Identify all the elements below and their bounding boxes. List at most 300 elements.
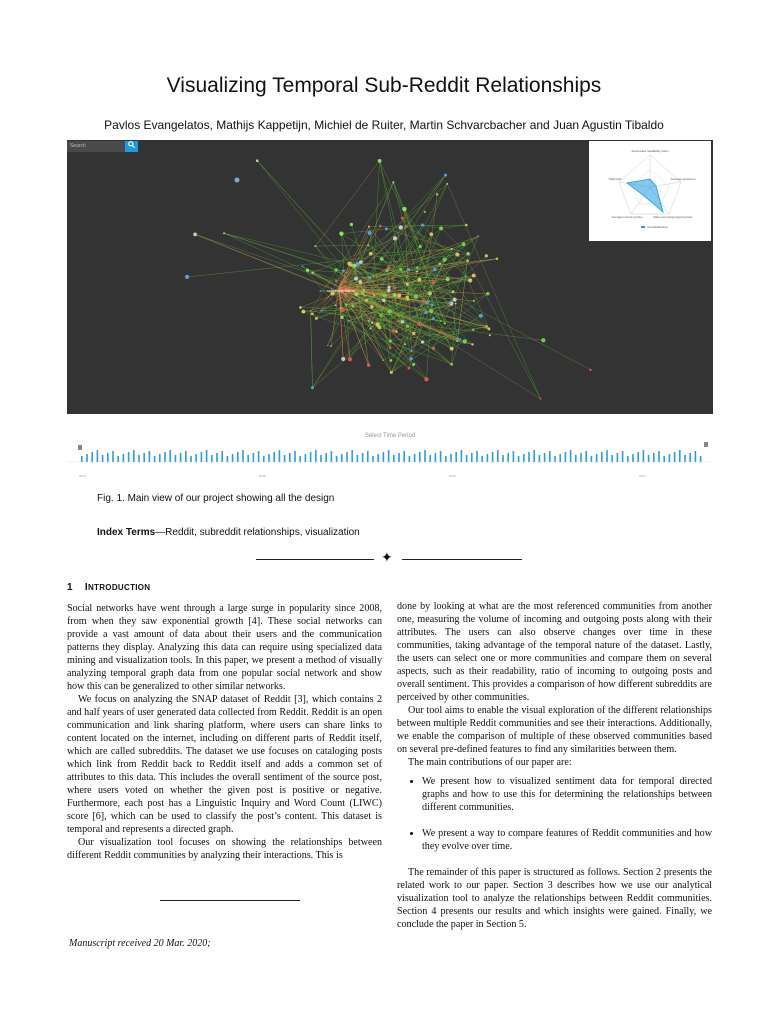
timeline-tick[interactable] (86, 454, 88, 462)
graph-node[interactable] (363, 289, 365, 291)
graph-node[interactable] (359, 280, 363, 284)
timeline-tick[interactable] (383, 452, 385, 462)
graph-node[interactable] (408, 367, 411, 370)
timeline-tick[interactable] (201, 452, 203, 462)
timeline-tick[interactable] (518, 456, 520, 462)
graph-node[interactable] (382, 299, 385, 302)
timeline-tick[interactable] (117, 456, 119, 462)
timeline-tick[interactable] (206, 450, 208, 462)
graph-node[interactable] (348, 357, 352, 361)
timeline-tick[interactable] (351, 450, 353, 462)
radar-legend-label[interactable]: subredditdrama (647, 225, 668, 229)
graph-node[interactable] (405, 296, 408, 299)
graph-node[interactable] (414, 294, 418, 298)
graph-node[interactable] (410, 350, 412, 352)
graph-edge (224, 233, 349, 263)
timeline-tick[interactable] (341, 454, 343, 462)
graph-node[interactable] (443, 258, 447, 262)
graph-node[interactable] (356, 262, 360, 266)
timeline-tick[interactable] (123, 454, 125, 462)
graph-node[interactable] (485, 254, 488, 257)
graph-node[interactable] (424, 377, 428, 381)
list-item: • We present how to visualized sentiment data for temporal directed graphs and how to use this for determining the relationships between different communities. (422, 775, 712, 814)
timeline-tick[interactable] (149, 451, 151, 462)
graph-node[interactable] (402, 207, 406, 211)
timeline-tick[interactable] (414, 454, 416, 462)
timeline-tick[interactable] (684, 455, 686, 462)
graph-node[interactable] (345, 303, 348, 306)
timeline-tick[interactable] (273, 452, 275, 462)
timeline-tick[interactable] (216, 453, 218, 462)
search-button[interactable] (125, 141, 138, 152)
timeline-tick[interactable] (190, 456, 192, 462)
timeline-tick[interactable] (91, 452, 93, 462)
graph-node[interactable] (468, 278, 472, 282)
graph-node[interactable] (364, 295, 366, 297)
graph-node[interactable] (431, 303, 434, 306)
graph-node[interactable] (382, 359, 384, 361)
graph-node[interactable] (399, 225, 403, 229)
timeline-tick[interactable] (580, 453, 582, 462)
graph-node[interactable] (487, 327, 490, 330)
timeline-tick[interactable] (689, 453, 691, 462)
timeline-tick[interactable] (211, 455, 213, 462)
graph-node[interactable] (423, 300, 426, 303)
timeline-tick[interactable] (606, 450, 608, 462)
timeline-tick[interactable] (695, 451, 697, 462)
graph-node[interactable] (459, 338, 461, 340)
graph-node[interactable] (446, 183, 448, 185)
timeline-tick[interactable] (419, 452, 421, 462)
graph-node[interactable] (389, 339, 392, 342)
timeline-tick[interactable] (622, 451, 624, 462)
timeline-tick[interactable] (107, 453, 109, 462)
graph-node[interactable] (193, 232, 197, 236)
timeline-tick[interactable] (325, 453, 327, 462)
timeline-tick[interactable] (445, 456, 447, 462)
timeline-tick[interactable] (549, 451, 551, 462)
timeline-tick[interactable] (284, 455, 286, 462)
timeline-tick[interactable] (315, 450, 317, 462)
graph-node[interactable] (387, 266, 391, 270)
timeline-tick[interactable] (653, 453, 655, 462)
graph-node[interactable] (299, 306, 302, 309)
graph-edge (311, 311, 544, 340)
graph-node[interactable] (424, 311, 427, 314)
timeline-tick[interactable] (409, 456, 411, 462)
timeline-tick[interactable] (648, 455, 650, 462)
graph-node[interactable] (385, 227, 388, 230)
graph-node[interactable] (467, 252, 470, 255)
graph-node[interactable] (393, 236, 397, 240)
timeline-tick[interactable] (388, 450, 390, 462)
time-period-selector[interactable] (67, 428, 713, 486)
timeline-tick[interactable] (253, 453, 255, 462)
timeline-tick[interactable] (320, 455, 322, 462)
graph-node[interactable] (402, 290, 404, 292)
graph-node[interactable] (256, 159, 259, 162)
timeline-tick[interactable] (294, 451, 296, 462)
timeline-tick[interactable] (195, 454, 197, 462)
footnote-rule (160, 900, 300, 901)
graph-node[interactable] (390, 359, 393, 362)
graph-node[interactable] (388, 278, 390, 280)
graph-node[interactable] (330, 345, 332, 347)
graph-node[interactable] (314, 245, 316, 247)
timeline-tick[interactable] (279, 450, 281, 462)
graph-node[interactable] (429, 309, 433, 313)
graph-node[interactable] (432, 317, 435, 320)
graph-node[interactable] (405, 225, 408, 228)
graph-node[interactable] (446, 277, 450, 281)
timeline-tick[interactable] (289, 453, 291, 462)
timeline-tick[interactable] (585, 451, 587, 462)
graph-node[interactable] (385, 269, 388, 272)
graph-node[interactable] (433, 268, 437, 272)
graph-node[interactable] (489, 334, 491, 336)
timeline-tick[interactable] (487, 454, 489, 462)
graph-node[interactable] (393, 286, 396, 289)
timeline-tick[interactable] (331, 451, 333, 462)
graph-node[interactable] (373, 294, 375, 296)
graph-node[interactable] (465, 224, 468, 227)
graph-node[interactable] (450, 363, 453, 366)
graph-node[interactable] (440, 320, 442, 322)
timeline-tick[interactable] (554, 456, 556, 462)
timeline-tick[interactable] (180, 453, 182, 462)
timeline-tick[interactable] (570, 450, 572, 462)
graph-node[interactable] (387, 286, 390, 289)
timeline-start-handle[interactable] (78, 445, 82, 450)
graph-node[interactable] (410, 357, 413, 360)
timeline-tick[interactable] (247, 455, 249, 462)
timeline-tick[interactable] (185, 451, 187, 462)
graph-node[interactable] (342, 269, 345, 272)
graph-node[interactable] (471, 343, 473, 345)
graph-node[interactable] (397, 295, 399, 297)
graph-node[interactable] (382, 293, 386, 297)
graph-node[interactable] (392, 181, 394, 183)
graph-node[interactable] (367, 244, 369, 246)
graph-node[interactable] (370, 305, 373, 308)
graph-node[interactable] (541, 338, 545, 342)
timeline-tick[interactable] (471, 453, 473, 462)
graph-node[interactable] (348, 320, 350, 322)
graph-node[interactable] (368, 225, 370, 227)
graph-node[interactable] (486, 292, 489, 295)
graph-node[interactable] (339, 232, 343, 236)
graph-node[interactable] (341, 308, 345, 312)
graph-node[interactable] (311, 313, 314, 316)
timeline-tick[interactable] (575, 455, 577, 462)
graph-node[interactable] (393, 293, 397, 297)
graph-node[interactable] (432, 281, 435, 284)
timeline-tick[interactable] (81, 456, 83, 462)
graph-node[interactable] (473, 300, 475, 302)
timeline-tick[interactable] (310, 452, 312, 462)
graph-node[interactable] (350, 223, 353, 226)
timeline-tick[interactable] (601, 452, 603, 462)
graph-node[interactable] (419, 245, 422, 248)
timeline-tick[interactable] (591, 456, 593, 462)
graph-node[interactable] (185, 275, 189, 279)
graph-node[interactable] (335, 279, 338, 282)
graph-node[interactable] (462, 242, 466, 246)
graph-node[interactable] (397, 320, 399, 322)
graph-node[interactable] (421, 340, 424, 343)
timeline-tick[interactable] (393, 455, 395, 462)
graph-node[interactable] (463, 339, 467, 343)
graph-node[interactable] (365, 299, 368, 302)
timeline-tick[interactable] (435, 453, 437, 462)
search-input[interactable]: Search (67, 141, 126, 152)
graph-node[interactable] (424, 211, 426, 213)
graph-node[interactable] (320, 310, 322, 312)
timeline-tick[interactable] (528, 452, 530, 462)
radar-series-shape (627, 179, 663, 212)
timeline-tick[interactable] (450, 454, 452, 462)
paragraph: done by looking at what are the most referenced communities from another one, measuring the volume of incoming and outgoing posts along with their attributes. The users can also observe changes over time in these communities, taking advantage of the temporal nature of the dataset. Lastly, the users can select one or more communities and compare them on several aspects, such as their readability, ratio of incoming to outgoing posts and overall sentiment. This provides a comparison of how different subreddits are perceived by other communities. (397, 601, 712, 703)
graph-node[interactable] (391, 277, 394, 280)
timeline-tick[interactable] (263, 456, 265, 462)
timeline-tick[interactable] (112, 451, 114, 462)
graph-node[interactable] (418, 278, 422, 282)
timeline-tick[interactable] (559, 454, 561, 462)
timeline-tick[interactable] (299, 456, 301, 462)
graph-node[interactable] (449, 302, 451, 304)
graph-node[interactable] (436, 193, 438, 195)
graph-node[interactable] (354, 277, 358, 281)
timeline-tick[interactable] (497, 450, 499, 462)
graph-node[interactable] (401, 217, 404, 220)
timeline-tick[interactable] (242, 450, 244, 462)
timeline-tick[interactable] (336, 456, 338, 462)
graph-node[interactable] (390, 371, 393, 374)
graph-node[interactable] (451, 248, 453, 250)
graph-node[interactable] (406, 325, 409, 328)
graph-node[interactable] (351, 305, 354, 308)
graph-node[interactable] (320, 290, 322, 292)
graph-node[interactable] (406, 283, 409, 286)
graph-node[interactable] (345, 295, 347, 297)
timeline-tick[interactable] (513, 451, 515, 462)
timeline-tick[interactable] (539, 455, 541, 462)
graph-node[interactable] (340, 316, 343, 319)
timeline-tick[interactable] (663, 456, 665, 462)
timeline-tick[interactable] (169, 450, 171, 462)
timeline-tick[interactable] (403, 451, 405, 462)
timeline-tick[interactable] (232, 454, 234, 462)
graph-node[interactable] (335, 304, 337, 306)
timeline-tick[interactable] (627, 456, 629, 462)
graph-node[interactable] (380, 257, 384, 261)
graph-node[interactable] (444, 174, 447, 177)
graph-node[interactable] (452, 290, 455, 293)
timeline-tick[interactable] (258, 451, 260, 462)
graph-node[interactable] (540, 398, 542, 400)
graph-node[interactable] (327, 345, 329, 347)
timeline-tick[interactable] (674, 452, 676, 462)
timeline-year-label: 2017 (639, 474, 646, 478)
graph-node[interactable] (368, 276, 371, 279)
timeline-tick[interactable] (143, 453, 145, 462)
graph-node[interactable] (472, 328, 474, 330)
graph-node[interactable] (456, 338, 459, 341)
timeline-tick[interactable] (700, 456, 702, 462)
graph-edge (328, 317, 342, 345)
graph-node[interactable] (368, 320, 370, 322)
graph-node[interactable] (428, 292, 432, 296)
timeline-tick[interactable] (424, 450, 426, 462)
timeline-tick[interactable] (398, 453, 400, 462)
timeline-tick[interactable] (97, 450, 99, 462)
graph-node[interactable] (367, 363, 370, 366)
timeline-tick[interactable] (372, 456, 374, 462)
timeline-tick[interactable] (221, 451, 223, 462)
timeline-tick[interactable] (481, 456, 483, 462)
graph-node[interactable] (407, 292, 409, 294)
timeline-tick[interactable] (346, 452, 348, 462)
timeline-tick[interactable] (367, 451, 369, 462)
timeline-tick[interactable] (159, 454, 161, 462)
graph-node[interactable] (448, 305, 450, 307)
graph-node[interactable] (421, 224, 424, 227)
graph-node[interactable] (389, 347, 392, 350)
graph-node[interactable] (359, 260, 363, 264)
graph-node[interactable] (379, 225, 382, 228)
timeline-ticks[interactable] (67, 442, 713, 486)
graph-node[interactable] (311, 271, 314, 274)
timeline-end-handle[interactable] (704, 442, 708, 447)
graph-node[interactable] (344, 280, 347, 283)
graph-node[interactable] (496, 258, 499, 261)
graph-node[interactable] (453, 298, 457, 302)
graph-node[interactable] (412, 363, 415, 366)
timeline-tick[interactable] (237, 452, 239, 462)
graph-node[interactable] (412, 332, 415, 335)
timeline-tick[interactable] (362, 453, 364, 462)
graph-node[interactable] (387, 289, 391, 293)
graph-node[interactable] (416, 271, 418, 273)
graph-node[interactable] (341, 357, 345, 361)
graph-node[interactable] (401, 320, 405, 324)
timeline-tick[interactable] (128, 452, 130, 462)
graph-node[interactable] (450, 347, 454, 351)
timeline-tick[interactable] (523, 454, 525, 462)
graph-node[interactable] (589, 369, 591, 371)
timeline-tick[interactable] (544, 453, 546, 462)
graph-node[interactable] (354, 292, 358, 296)
timeline-tick[interactable] (611, 455, 613, 462)
timeline-tick[interactable] (138, 455, 140, 462)
graph-node[interactable] (479, 314, 483, 318)
graph-node[interactable] (477, 235, 479, 237)
graph-node[interactable] (379, 314, 382, 317)
graph-node[interactable] (369, 252, 373, 256)
graph-node[interactable] (361, 291, 365, 295)
timeline-tick[interactable] (476, 451, 478, 462)
timeline-tick[interactable] (102, 455, 104, 462)
timeline-tick[interactable] (492, 452, 494, 462)
graph-node[interactable] (485, 325, 488, 328)
timeline-tick[interactable] (461, 450, 463, 462)
timeline-tick[interactable] (637, 452, 639, 462)
center-node-label[interactable]: subredditdrama (327, 288, 355, 293)
graph-node[interactable] (369, 327, 371, 329)
timeline-tick[interactable] (679, 450, 681, 462)
timeline-tick[interactable] (455, 452, 457, 462)
graph-node[interactable] (306, 269, 309, 272)
graph-node[interactable] (432, 347, 435, 350)
timeline-tick[interactable] (533, 450, 535, 462)
timeline-tick[interactable] (617, 453, 619, 462)
graph-node[interactable] (315, 317, 318, 320)
graph-node[interactable] (392, 329, 396, 333)
timeline-title: Select Time Period (364, 433, 416, 439)
timeline-tick[interactable] (429, 455, 431, 462)
graph-node[interactable] (472, 274, 476, 278)
timeline-year-label: 2016 (449, 474, 456, 478)
timeline-tick[interactable] (268, 454, 270, 462)
timeline-tick[interactable] (305, 454, 307, 462)
timeline-tick[interactable] (565, 452, 567, 462)
graph-node[interactable] (439, 263, 441, 265)
timeline-tick[interactable] (643, 450, 645, 462)
timeline-tick[interactable] (164, 452, 166, 462)
graph-node[interactable] (444, 322, 446, 324)
timeline-tick[interactable] (227, 456, 229, 462)
graph-node[interactable] (418, 322, 422, 326)
timeline-tick[interactable] (357, 455, 359, 462)
graph-node[interactable] (387, 309, 391, 313)
graph-node[interactable] (371, 322, 373, 324)
graph-node[interactable] (378, 159, 382, 163)
graph-node[interactable] (235, 178, 240, 183)
timeline-tick[interactable] (658, 451, 660, 462)
timeline-tick[interactable] (596, 454, 598, 462)
graph-node[interactable] (368, 231, 372, 235)
graph-node[interactable] (455, 303, 457, 305)
graph-node[interactable] (301, 310, 305, 314)
timeline-tick[interactable] (175, 455, 177, 462)
graph-node[interactable] (465, 276, 467, 278)
graph-node[interactable] (347, 262, 351, 266)
graph-node[interactable] (416, 266, 418, 268)
timeline-tick[interactable] (502, 455, 504, 462)
graph-node[interactable] (439, 226, 443, 230)
graph-node[interactable] (310, 310, 312, 312)
graph-node[interactable] (334, 268, 337, 271)
graph-node[interactable] (223, 232, 225, 234)
graph-node[interactable] (399, 268, 402, 271)
graph-node[interactable] (301, 265, 303, 267)
graph-node[interactable] (429, 232, 433, 236)
timeline-tick[interactable] (632, 454, 634, 462)
timeline-tick[interactable] (466, 455, 468, 462)
graph-node[interactable] (376, 322, 380, 326)
graph-node[interactable] (311, 386, 314, 389)
graph-node[interactable] (466, 259, 469, 262)
graph-node[interactable] (404, 343, 406, 345)
timeline-tick[interactable] (507, 453, 509, 462)
graph-node[interactable] (407, 268, 410, 271)
timeline-tick[interactable] (669, 454, 671, 462)
graph-node[interactable] (455, 252, 459, 256)
timeline-tick[interactable] (133, 450, 135, 462)
timeline-tick[interactable] (377, 454, 379, 462)
timeline-tick[interactable] (154, 456, 156, 462)
timeline-tick[interactable] (440, 451, 442, 462)
